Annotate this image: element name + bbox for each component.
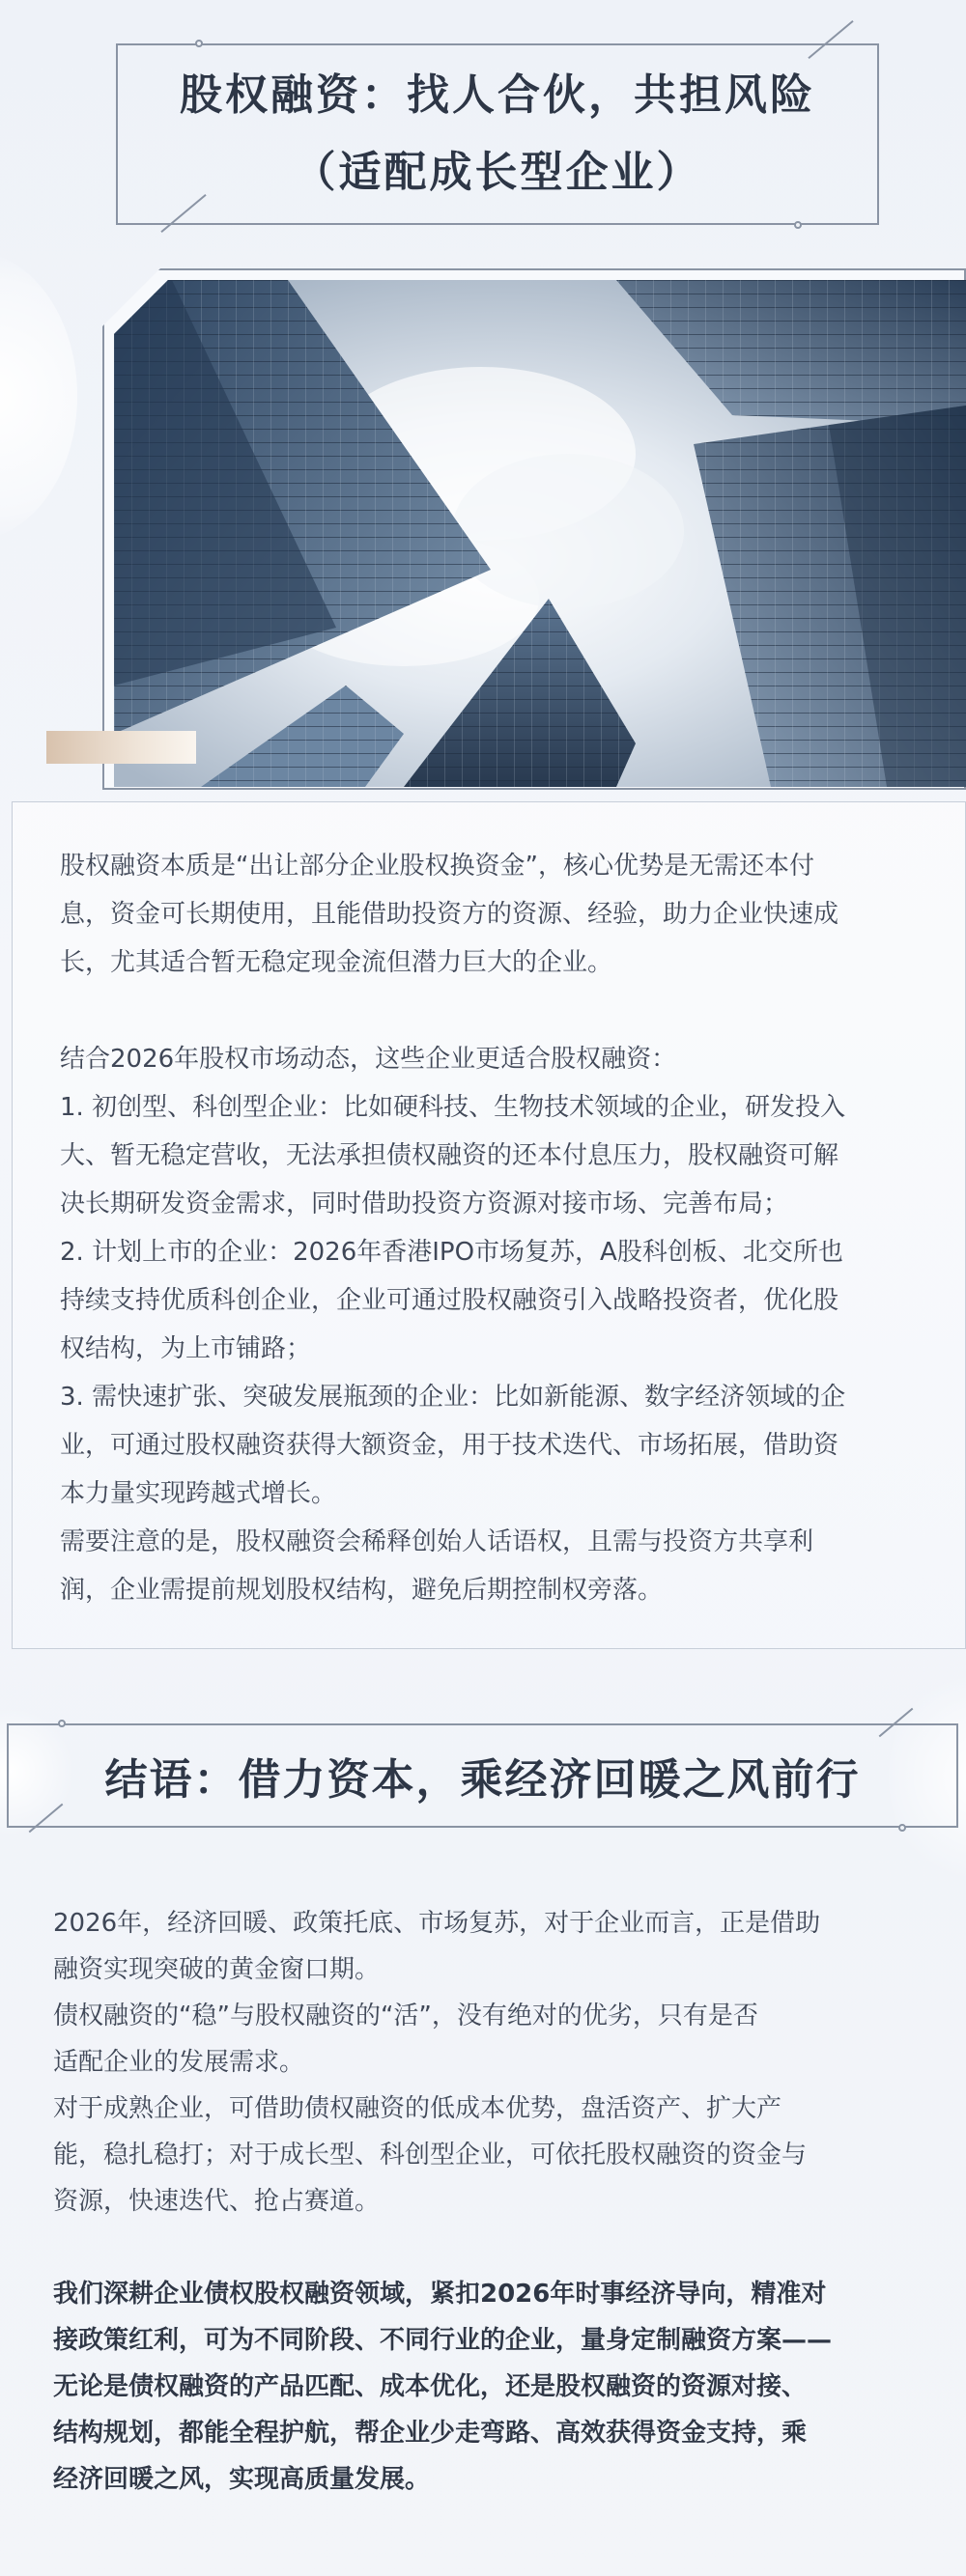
bold-paragraph-line: 接政策红利，可为不同阶段、不同行业的企业，量身定制融资方案—— [53,2326,833,2355]
section-title-line1: 股权融资：找人合伙，共担风险 [180,70,815,120]
paragraph-line: 资源，快速迭代、抢占赛道。 [53,2187,381,2216]
section-title-box [7,1723,958,1828]
decorative-dot [794,221,802,229]
list-item-line: 大、暂无稳定营收，无法承担债权融资的还本付息压力，股权融资可解 [60,1141,839,1170]
paragraph-line: 润，企业需提前规划股权结构，避免后期控制权旁落。 [60,1576,664,1605]
decorative-glow [0,251,77,541]
list-item-line: 权结构，为上市铺路； [60,1334,312,1363]
list-item-line: 3. 需快速扩张、突破发展瓶颈的企业：比如新能源、数字经济领域的企 [60,1383,846,1412]
accent-bar [46,731,196,764]
paragraph-line: 融资实现突破的黄金窗口期。 [53,1955,381,1984]
paragraph-line: 债权融资的“稳”与股权融资的“活”，没有绝对的优劣，只有是否 [53,2002,758,2030]
paragraph-line: 能，稳扎稳打；对于成长型、科创型企业，可依托股权融资的资金与 [53,2141,808,2170]
section-title: 结语：借力资本，乘经济回暖之风前行 [104,1755,861,1805]
paragraph-line: 长，尤其适合暂无稳定现金流但潜力巨大的企业。 [60,948,613,977]
list-item-line: 业，可通过股权融资获得大额资金，用于技术迭代、市场拓展，借助资 [60,1431,839,1460]
section-title-line2: （适配成长型企业） [293,148,702,197]
paragraph-line: 息，资金可长期使用，且能借助投资方的资源、经验，助力企业快速成 [60,900,839,929]
bold-paragraph-line: 无论是债权融资的产品匹配、成本优化，还是股权融资的资源对接、 [53,2372,808,2401]
content-panel-text [60,842,929,1614]
bold-paragraph-line: 结构规划，都能全程护航，帮企业少走弯路、高效获得资金支持，乘 [53,2419,808,2448]
decorative-dot [898,1824,906,1832]
skyscrapers-photo [114,280,966,787]
paragraph-line: 股权融资本质是“出让部分企业股权换资金”，核心优势是无需还本付 [60,852,814,881]
paragraph-line: 对于成熟企业，可借助债权融资的低成本优势，盘活资产、扩大产 [53,2094,782,2123]
paragraph-line: 结合2026年股权市场动态，这些企业更适合股权融资： [60,1045,677,1074]
conclusion-text [53,1900,923,2503]
bold-paragraph-line: 经济回暖之风，实现高质量发展。 [53,2465,431,2494]
list-item-line: 持续支持优质科创企业，企业可通过股权融资引入战略投资者，优化股 [60,1286,839,1315]
list-item-line: 2. 计划上市的企业：2026年香港IPO市场复苏，A股科创板、北交所也 [60,1238,843,1267]
paragraph-line: 适配企业的发展需求。 [53,2048,305,2077]
list-item-line: 1. 初创型、科创型企业：比如硬科技、生物技术领域的企业，研发投入 [60,1093,846,1122]
list-item-line: 决长期研发资金需求，同时借助投资方资源对接市场、完善布局； [60,1190,789,1218]
decorative-dot [58,1720,66,1727]
bold-paragraph-line: 我们深耕企业债权股权融资领域，紧扣2026年时事经济导向，精准对 [53,2280,827,2309]
section-title-box [116,43,879,225]
paragraph-line: 需要注意的是，股权融资会稀释创始人话语权，且需与投资方共享利 [60,1527,814,1556]
paragraph-line: 2026年，经济回暖、政策托底、市场复苏，对于企业而言，正是借助 [53,1909,821,1938]
decorative-dot [195,40,203,47]
list-item-line: 本力量实现跨越式增长。 [60,1479,337,1508]
